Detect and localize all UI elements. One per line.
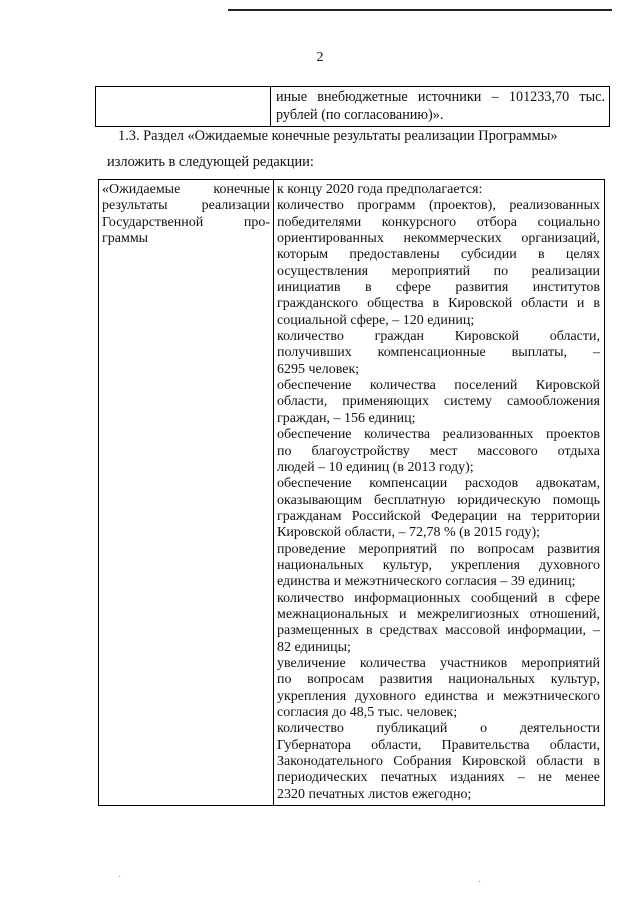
previous-table-fragment xyxy=(95,86,610,127)
result-line: межнациональных и межрелигиозных отношений, xyxy=(277,606,600,622)
results-list xyxy=(277,182,600,803)
result-line: по благоустройству мест массового отдыха xyxy=(277,443,600,459)
result-line: 6295 человек; xyxy=(277,361,360,377)
result-line: осуществления мероприятий по реализации xyxy=(277,263,600,279)
result-line: гражданского общества в Кировской области и в xyxy=(277,296,600,312)
results-table xyxy=(98,179,605,806)
results-table-heading: «Ожидаемые конечные результаты реализации Государственной про- граммы xyxy=(102,182,270,247)
scan-speck: · xyxy=(118,872,122,883)
result-line: Кировской области, – 72,78 % (в 2015 году); xyxy=(277,525,541,541)
result-line: проведение мероприятий по вопросам развития xyxy=(277,541,600,557)
section-paragraph: 1.3. Раздел «Ожидаемые конечные результаты реализации Программы» xyxy=(118,128,558,144)
result-line: количество публикаций о деятельности xyxy=(277,721,600,737)
result-line: которым предоставлены субсидии в целях xyxy=(277,247,600,263)
result-line: 82 единицы; xyxy=(277,639,351,655)
table-row xyxy=(96,87,610,127)
result-line: национальных культур, укрепления духовного xyxy=(277,557,600,573)
result-line: Законодательного Собрания Кировской области в xyxy=(277,754,600,770)
result-line: к концу 2020 года предполагается: xyxy=(277,182,483,197)
scan-speck: · xyxy=(478,877,482,888)
result-line: увеличение количества участников мероприятий xyxy=(277,655,600,671)
result-line: количество программ (проектов), реализованных xyxy=(277,198,600,214)
result-line: обеспечение компенсации расходов адвокатам, xyxy=(277,476,600,492)
result-line: укрепления духовного единства и межэтнического xyxy=(277,688,600,704)
result-line: обеспечение количества поселений Кировской xyxy=(277,378,600,394)
result-line: согласия до 48,5 тыс. человек; xyxy=(277,705,458,720)
result-line: размещенных в средствах массовой информации, – xyxy=(277,623,600,639)
result-line: оказывающим бесплатную юридическую помощь xyxy=(277,492,600,508)
result-line: единства и межэтнического согласия – 39 единиц; xyxy=(277,574,576,590)
results-table-right-cell xyxy=(274,180,605,806)
result-line: инициатив в сфере развития институтов xyxy=(277,280,600,296)
result-line: Губернатора области, Правительства области, xyxy=(277,737,600,753)
result-line: обеспечение количества реализованных проектов xyxy=(277,427,600,443)
result-line: получивших компенсационные выплаты, – xyxy=(277,345,600,361)
result-line: людей – 10 единиц (в 2013 году); xyxy=(277,459,474,475)
result-line: гражданам Российской Федерации на территории xyxy=(277,508,600,524)
table-row xyxy=(99,180,605,806)
result-line: победителями конкурсного отбора социально xyxy=(277,214,600,230)
result-line: по вопросам развития национальных культур, xyxy=(277,672,600,688)
result-line: граждан, – 156 единиц; xyxy=(277,410,416,426)
result-line: количество информационных сообщений в сфере xyxy=(277,590,600,606)
result-line: количество граждан Кировской области, xyxy=(277,329,600,345)
result-line: 2320 печатных листов ежегодно; xyxy=(277,786,472,802)
previous-table-right-cell: иные внебюджетные источники – 101233,70 тыс. рублей (по согласованию)». xyxy=(271,87,610,127)
header-rule xyxy=(228,9,612,11)
result-line: области, применяющих систему самообложения xyxy=(277,394,600,410)
results-table-left-cell xyxy=(99,180,274,806)
page-number: 2 xyxy=(316,50,324,65)
section-paragraph-continuation: изложить в следующей редакции: xyxy=(107,154,314,170)
previous-table-left-cell xyxy=(96,87,271,127)
result-line: периодических печатных изданиях – не менее xyxy=(277,770,600,786)
result-line: социальной сфере, – 120 единиц; xyxy=(277,312,475,328)
result-line: ориентированных некоммерческих организаций, xyxy=(277,231,600,247)
